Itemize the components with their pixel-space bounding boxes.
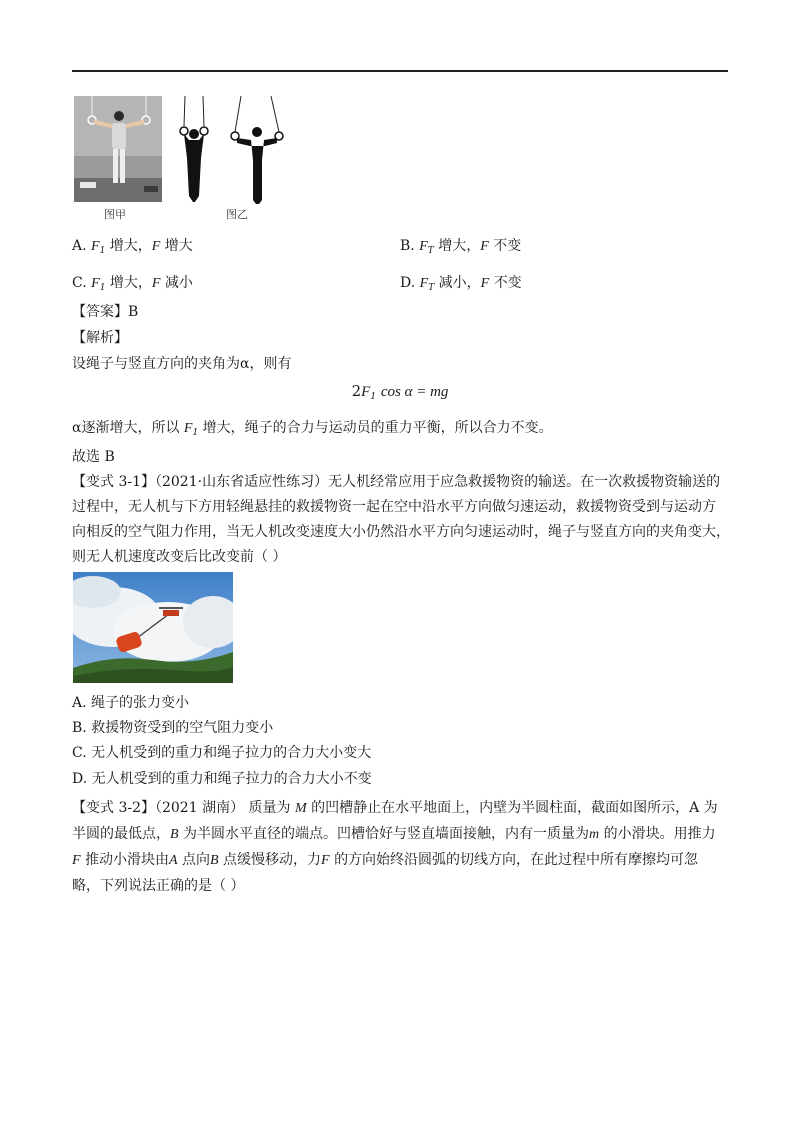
analysis-heading: 【解析】 bbox=[72, 330, 128, 346]
q2-option-d: D. 无人机受到的重力和绳子拉力的合力大小不变 bbox=[72, 771, 372, 787]
option-c: C. $F_1$ 增大，F 减小 bbox=[72, 275, 193, 293]
figure-caption-yi: 图乙 bbox=[226, 208, 248, 221]
q3-stem-line: 略，下列说法正确的是（ ） bbox=[72, 878, 245, 894]
q2-stem-line: 【变式 3-1】（2021·山东省适应性练习）无人机经常应用于应急救援物资的输送。在一次救援物资输送的 bbox=[72, 474, 721, 490]
conclusion-line: 故选 B bbox=[72, 449, 115, 465]
q2-option-b: B. 救援物资受到的空气阻力变小 bbox=[72, 720, 274, 736]
option-d: D. $F_T$ 减小，F 不变 bbox=[400, 275, 522, 293]
drone-photo bbox=[73, 572, 233, 683]
option-b: B. $F_T$ 增大，F 不变 bbox=[400, 238, 522, 256]
equation: $2F_1$ cos α = mg bbox=[351, 382, 449, 402]
answer-line: 【答案】B bbox=[72, 304, 139, 320]
q3-stem-line: 【变式 3-2】（2021 湖南） 质量为 M 的凹槽静止在水平地面上，内壁为半圆柱面，截面如图所示，A 为 bbox=[72, 800, 718, 816]
q3-stem-line: F 推动小滑块由A 点向B 点缓慢移动，力F 的方向始终沿圆弧的切线方向，在此过程中所有摩擦均可忽 bbox=[72, 852, 699, 868]
analysis-text: 设绳子与竖直方向的夹角为α，则有 bbox=[72, 356, 292, 372]
q2-stem-line: 向相反的空气阻力作用，当无人机改变速度大小仍然沿水平方向匀速运动时，绳子与竖直方向的夹角变大， bbox=[72, 524, 730, 540]
q3-stem-line: 半圆的最低点，B 为半圆水平直径的端点。凹槽恰好与竖直墙面接触，内有一质量为m 的小滑块。用推力 bbox=[72, 826, 716, 842]
figure-caption-jia: 图甲 bbox=[104, 208, 126, 221]
q2-option-c: C. 无人机受到的重力和绳子拉力的合力大小变大 bbox=[72, 745, 372, 761]
q2-option-a: A. 绳子的张力变小 bbox=[72, 695, 190, 711]
gymnast-photo bbox=[74, 96, 162, 202]
option-a: A. $F_1$ 增大，F 增大 bbox=[72, 238, 193, 256]
q2-stem-line: 则无人机速度改变后比改变前（ ） bbox=[72, 549, 287, 565]
q2-stem-line: 过程中，无人机与下方用轻绳悬挂的救援物资一起在空中沿水平方向做匀速运动，救援物资受到与运动方 bbox=[72, 499, 716, 515]
analysis-conclusion-text: α逐渐增大，所以 $F_1$ 增大，绳子的合力与运动员的重力平衡，所以合力不变。 bbox=[72, 420, 553, 438]
header-rule bbox=[72, 70, 728, 72]
silhouette-figure bbox=[175, 96, 305, 204]
